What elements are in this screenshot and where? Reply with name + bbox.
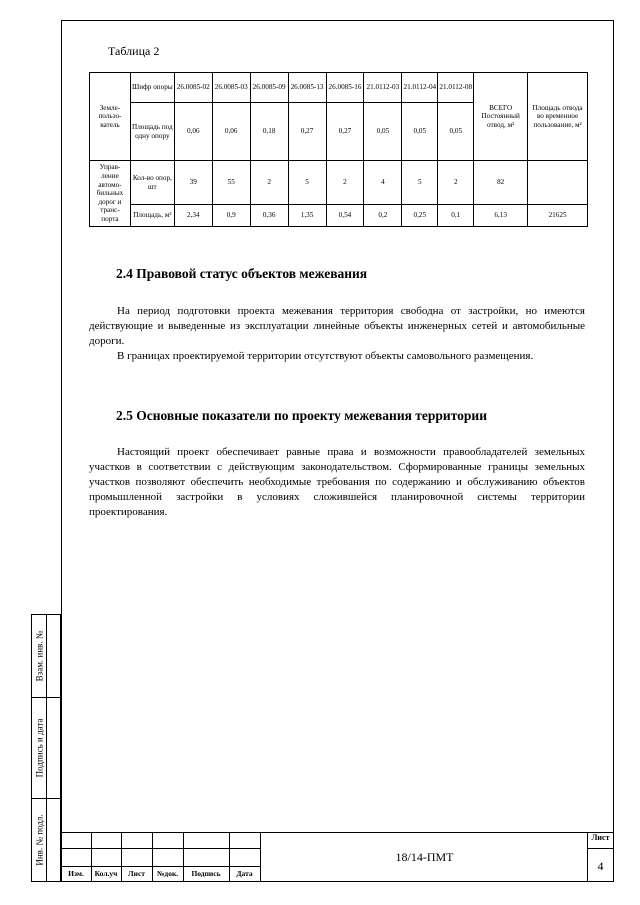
code-cell: 26.0085-13: [288, 73, 326, 103]
area-per-support-cell: 0,27: [288, 103, 326, 161]
stamp-col-ndok: №док.: [156, 869, 179, 878]
code-cell: 26.0085-02: [174, 73, 212, 103]
section-24-para-1: На период подготовки проекта межевания территория свободна от застройки, но имеются действующие и выведенные из эксплуатации линейные объекты инженерных сетей и автомобильные дороги.: [89, 305, 585, 347]
side-label-vzam: Взам. инв. №: [34, 630, 45, 682]
stamp-col-list: Лист: [128, 869, 145, 878]
area-per-support-cell: 0,18: [250, 103, 288, 161]
area-per-support-cell: 0,05: [402, 103, 438, 161]
landuser-cell: Управ- ление автомо- бильных дорог и транс- порта: [90, 161, 131, 227]
support-area-table: [89, 72, 588, 227]
side-label-podpis: Подпись и дата: [34, 718, 45, 778]
area-cell: 0,36: [250, 205, 288, 227]
area-cell: 0,25: [402, 205, 438, 227]
sheet-number: 4: [597, 859, 604, 873]
area-cell: 1,35: [288, 205, 326, 227]
count-label: Кол-во опор, шт: [130, 161, 174, 205]
area-per-support-cell: 0,05: [438, 103, 474, 161]
table-row: [90, 161, 588, 205]
table-row: [90, 205, 588, 227]
area-total: 6,13: [474, 205, 528, 227]
side-stamp: [31, 614, 61, 882]
title-block: [61, 832, 614, 882]
stamp-col-podpis: Подпись: [191, 869, 221, 878]
count-cell: 39: [174, 161, 212, 205]
count-cell: 55: [212, 161, 250, 205]
count-cell: 2: [438, 161, 474, 205]
count-cell: 2: [326, 161, 364, 205]
code-cell: 21.0112-03: [364, 73, 402, 103]
table-caption: Таблица 2: [108, 44, 160, 58]
side-cell-vzam: [31, 614, 61, 698]
stamp-col-izm: Изм.: [68, 869, 84, 878]
code-cell: 21.0112-04: [402, 73, 438, 103]
area-per-support-header: Площадь под одну опору: [130, 103, 174, 161]
area-cell: 0,1: [438, 205, 474, 227]
section-24-para-2: В границах проектируемой территории отсутствуют объекты самовольного размещения.: [117, 350, 534, 362]
cipher-header: Шифр опоры: [130, 73, 174, 103]
count-total: 82: [474, 161, 528, 205]
area-cell: 0,54: [326, 205, 364, 227]
side-label-inv: Инв. № подл.: [34, 814, 45, 866]
area-cell: 0,9: [212, 205, 250, 227]
document-code: 18/14-ПМТ: [395, 849, 454, 864]
stamp-col-koluch: Кол.уч: [94, 869, 118, 878]
temp-header: Площадь отвода во временное пользование, м²: [528, 73, 588, 161]
side-cell-inv: [31, 798, 61, 882]
count-cell: 5: [402, 161, 438, 205]
section-25-heading: 2.5 Основные показатели по проекту межевания территории: [116, 408, 487, 423]
total-header: ВСЕГО Постоянный отвод, м²: [474, 73, 528, 161]
area-label: Площадь, м²: [130, 205, 174, 227]
side-cell-podpis: [31, 697, 61, 799]
count-cell: 5: [288, 161, 326, 205]
sheet-label: Лист: [591, 833, 610, 842]
area-cell: 0,2: [364, 205, 402, 227]
count-cell: 2: [250, 161, 288, 205]
table-row: [90, 73, 588, 103]
area-per-support-cell: 0,06: [174, 103, 212, 161]
stamp-col-data: Дата: [236, 869, 253, 878]
area-cell: 2,34: [174, 205, 212, 227]
count-temp-empty: [528, 161, 588, 205]
section-25-para-1: Настоящий проект обеспечивает равные права и возможности правообладателей земельных участков в соответствии с действующим законодательством. Сформированные границы земельных участков позволяют обеспечить необходимые требования по содержанию и обслуживанию объектов промышленной застройки в условиях сложившейся планировочной системы территории проектирования.: [89, 446, 585, 518]
area-per-support-cell: 0,06: [212, 103, 250, 161]
code-cell: 26.0085-16: [326, 73, 364, 103]
temp-area: 21625: [528, 205, 588, 227]
area-per-support-cell: 0,05: [364, 103, 402, 161]
code-cell: 26.0085-09: [250, 73, 288, 103]
code-cell: 26.0085-03: [212, 73, 250, 103]
section-24-heading: 2.4 Правовой статус объектов межевания: [116, 266, 368, 281]
code-cell: 21.0112-08: [438, 73, 474, 103]
count-cell: 4: [364, 161, 402, 205]
landuser-header: Земле- пользо- ватель: [90, 73, 131, 161]
area-per-support-cell: 0,27: [326, 103, 364, 161]
